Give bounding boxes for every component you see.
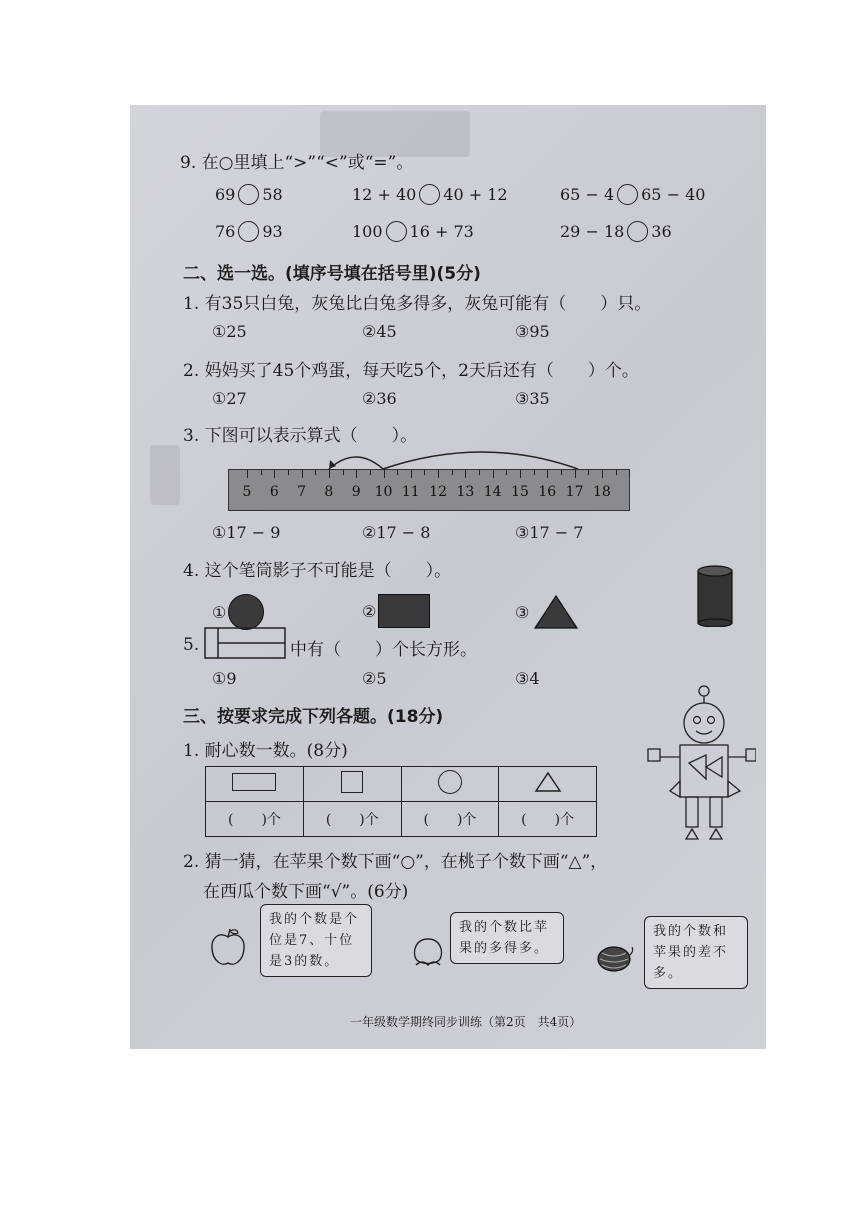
right-expr: 40 + 12 bbox=[443, 185, 508, 204]
compare-item bbox=[560, 184, 705, 205]
robot-shapes-figure bbox=[646, 683, 756, 853]
peach-icon bbox=[410, 935, 446, 971]
s3-q2-line1: 2. 猜一猜，在苹果个数下画“○”，在桃子个数下画“△”， bbox=[183, 852, 608, 872]
right-expr: 58 bbox=[262, 185, 283, 204]
number-line-label: 15 bbox=[511, 484, 529, 500]
number-line-label: 11 bbox=[401, 484, 420, 500]
option-label: ② bbox=[362, 601, 377, 621]
option[interactable]: ①25 bbox=[212, 322, 247, 341]
option[interactable]: ①9 bbox=[212, 669, 237, 688]
option-triangle-shadow[interactable] bbox=[515, 594, 579, 630]
left-expr: 65 − 4 bbox=[560, 185, 615, 204]
option[interactable]: ③95 bbox=[515, 322, 550, 341]
s2-q4-text: 4. 这个笔筒影子不可能是（ ）。 bbox=[183, 561, 452, 581]
section-3-title: 三、按要求完成下列各题。(18分) bbox=[183, 707, 444, 727]
rectangle-figure bbox=[204, 627, 286, 659]
count-answer-cell[interactable]: ( )个 bbox=[499, 802, 597, 837]
count-table bbox=[205, 766, 597, 837]
number-line-tick bbox=[493, 470, 494, 478]
number-line-tick bbox=[329, 470, 330, 478]
circle-icon bbox=[438, 770, 462, 794]
number-line-label: 14 bbox=[483, 484, 502, 500]
option[interactable]: ②45 bbox=[362, 322, 397, 341]
answer-circle[interactable] bbox=[238, 221, 259, 242]
count-answer-cell[interactable]: ( )个 bbox=[303, 802, 401, 837]
option[interactable]: ①17 − 9 bbox=[212, 523, 281, 542]
number-line-label: 10 bbox=[374, 484, 393, 500]
option[interactable]: ②5 bbox=[362, 669, 387, 688]
s2-q3-text: 3. 下图可以表示算式（ ）。 bbox=[183, 426, 418, 446]
square-icon bbox=[341, 771, 363, 793]
number-line-label: 13 bbox=[456, 484, 475, 500]
answer-circle[interactable] bbox=[419, 184, 440, 205]
number-line-tick bbox=[356, 470, 357, 478]
answer-circle[interactable] bbox=[238, 184, 259, 205]
number-line-label: 7 bbox=[297, 484, 307, 500]
compare-item bbox=[215, 221, 283, 242]
watermelon-speech-bubble: 我的个数和苹果的差不多。 bbox=[644, 916, 748, 989]
compare-item bbox=[352, 221, 474, 242]
number-line-tick bbox=[465, 470, 466, 478]
option-rectangle-shadow[interactable] bbox=[362, 594, 430, 628]
s2-q2-text: 2. 妈妈买了45个鸡蛋，每天吃5个，2天后还有（ ）个。 bbox=[183, 361, 639, 381]
number-line-label: 17 bbox=[565, 484, 584, 500]
jump-arrow-small bbox=[329, 457, 383, 469]
shape-cell bbox=[499, 767, 597, 802]
watermelon-icon bbox=[596, 943, 636, 975]
worksheet-page bbox=[130, 105, 766, 1049]
number-line-label: 6 bbox=[269, 484, 279, 500]
left-expr: 69 bbox=[215, 185, 236, 204]
apple-icon bbox=[210, 927, 246, 969]
number-line-tick bbox=[520, 470, 521, 478]
peach-speech-bubble: 我的个数比苹果的多得多。 bbox=[450, 912, 564, 964]
triangle-shadow-icon bbox=[533, 594, 579, 630]
number-line-tick bbox=[247, 470, 248, 478]
scan-smudge bbox=[150, 445, 180, 505]
right-expr: 16 + 73 bbox=[409, 222, 474, 241]
count-answer-cell[interactable]: ( )个 bbox=[401, 802, 499, 837]
number-line-tick bbox=[274, 470, 275, 478]
number-line-label: 9 bbox=[351, 484, 361, 500]
shape-cell bbox=[206, 767, 304, 802]
right-expr: 93 bbox=[262, 222, 283, 241]
s2-q5-text: 中有（ ）个长方形。 bbox=[290, 640, 477, 660]
compare-item bbox=[352, 184, 508, 205]
number-line-label: 8 bbox=[324, 484, 334, 500]
number-line-label: 18 bbox=[592, 484, 611, 500]
rectangle-icon bbox=[232, 773, 276, 791]
option[interactable]: ②36 bbox=[362, 389, 397, 408]
right-expr: 65 − 40 bbox=[641, 185, 706, 204]
number-line-tick bbox=[438, 470, 439, 478]
shape-cell bbox=[303, 767, 401, 802]
left-expr: 29 − 18 bbox=[560, 222, 625, 241]
left-expr: 100 bbox=[352, 222, 383, 241]
shape-cell bbox=[401, 767, 499, 802]
s2-q1-text: 1. 有35只白兔，灰兔比白兔多得多，灰兔可能有（ ）只。 bbox=[183, 294, 652, 314]
apple-speech-bubble: 我的个数是个位是7、十位是3的数。 bbox=[260, 904, 372, 977]
number-line-tick bbox=[411, 470, 412, 478]
left-expr: 12 + 40 bbox=[352, 185, 417, 204]
answer-circle[interactable] bbox=[617, 184, 638, 205]
section-2-title: 二、选一选。(填序号填在括号里)(5分) bbox=[183, 264, 481, 284]
compare-item bbox=[560, 221, 672, 242]
circle-shadow-icon bbox=[228, 594, 264, 630]
s2-q5-number: 5. bbox=[183, 635, 200, 655]
answer-circle[interactable] bbox=[386, 221, 407, 242]
number-line-tick bbox=[547, 470, 548, 478]
number-line-tick bbox=[302, 470, 303, 478]
jump-arrow-large bbox=[383, 452, 578, 469]
option[interactable]: ③4 bbox=[515, 669, 540, 688]
number-line-tick bbox=[575, 470, 576, 478]
compare-item bbox=[215, 184, 283, 205]
jump-arrows bbox=[228, 441, 628, 471]
pen-holder-icon bbox=[696, 565, 734, 627]
option[interactable]: ②17 − 8 bbox=[362, 523, 431, 542]
number-line-tick bbox=[602, 470, 603, 478]
option[interactable]: ①27 bbox=[212, 389, 247, 408]
number-line-tick bbox=[384, 470, 385, 478]
left-expr: 76 bbox=[215, 222, 236, 241]
option[interactable]: ③17 − 7 bbox=[515, 523, 584, 542]
right-expr: 36 bbox=[651, 222, 672, 241]
rectangle-shadow-icon bbox=[378, 594, 430, 628]
s3-q2-line2: 在西瓜个数下画“√”。(6分) bbox=[203, 882, 409, 902]
option-label: ① bbox=[212, 602, 227, 622]
number-line-label: 5 bbox=[242, 484, 252, 500]
number-line-label: 16 bbox=[538, 484, 557, 500]
answer-circle[interactable] bbox=[627, 221, 648, 242]
number-line bbox=[228, 469, 630, 511]
triangle-icon bbox=[534, 771, 562, 793]
s3-q1-text: 1. 耐心数一数。(8分) bbox=[183, 741, 348, 761]
number-line-tick bbox=[629, 470, 630, 478]
number-line-label: 12 bbox=[429, 484, 448, 500]
option[interactable]: ③35 bbox=[515, 389, 550, 408]
option-circle-shadow[interactable] bbox=[212, 594, 264, 630]
page-footer: 一年级数学期终同步训练（第2页 共4页） bbox=[350, 1015, 582, 1029]
count-answer-cell[interactable]: ( )个 bbox=[206, 802, 304, 837]
q9-title: 9. 在○里填上“>”“<”或“=”。 bbox=[180, 153, 414, 173]
option-label: ③ bbox=[515, 602, 530, 622]
